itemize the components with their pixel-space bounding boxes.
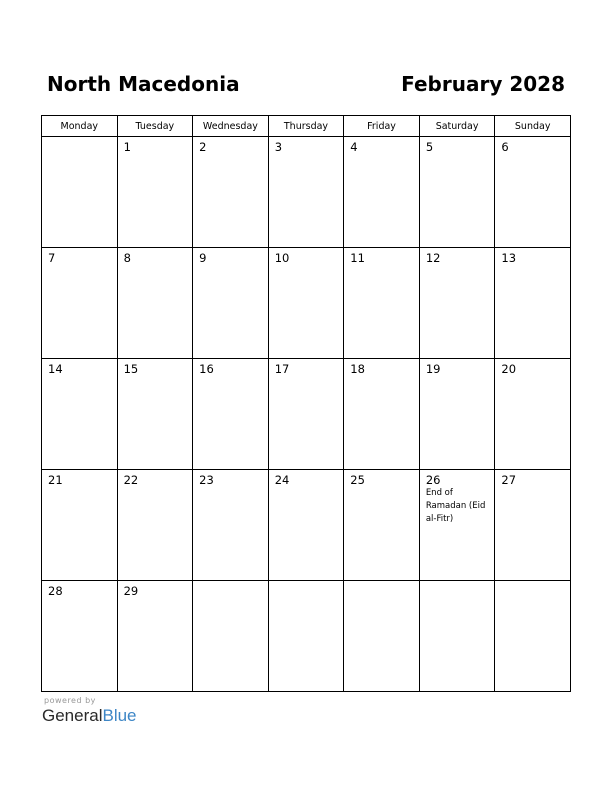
day-cell [495, 137, 571, 248]
day-number: 6 [501, 140, 509, 154]
day-cell [117, 581, 193, 692]
day-cell [495, 581, 571, 692]
weekday-header-row [42, 116, 571, 137]
weekday-header: Saturday [419, 116, 495, 137]
day-number: 8 [123, 251, 131, 265]
powered-by-text: powered by [44, 696, 96, 705]
week-row [42, 581, 571, 692]
day-cell [419, 137, 495, 248]
month-title: February 2028 [401, 72, 565, 96]
day-number: 4 [350, 140, 358, 154]
week-row [42, 359, 571, 470]
day-cell [42, 581, 118, 692]
day-number: 26 [425, 473, 441, 487]
day-cell [344, 248, 420, 359]
weekday-header: Thursday [268, 116, 344, 137]
brand-name-part2: Blue [102, 706, 137, 725]
day-cell [268, 359, 344, 470]
day-cell [344, 359, 420, 470]
day-cell [268, 581, 344, 692]
week-row [42, 137, 571, 248]
day-number: 29 [123, 584, 139, 598]
day-cell [117, 470, 193, 581]
day-number: 17 [274, 362, 290, 376]
brand-name-part1: General [42, 706, 103, 725]
day-cell [268, 248, 344, 359]
day-cell [419, 359, 495, 470]
day-cell [42, 470, 118, 581]
day-cell [193, 137, 269, 248]
day-cell [344, 470, 420, 581]
country-title: North Macedonia [47, 72, 240, 96]
week-row [42, 470, 571, 581]
day-cell [193, 581, 269, 692]
calendar-grid [41, 115, 571, 692]
weekday-header: Monday [42, 116, 118, 137]
day-number: 24 [274, 473, 290, 487]
day-number: 11 [350, 251, 365, 265]
day-cell [42, 359, 118, 470]
day-number: 27 [501, 473, 517, 487]
day-number: 20 [501, 362, 517, 376]
day-number: 25 [350, 473, 365, 487]
day-number: 22 [123, 473, 139, 487]
footer-branding[interactable] [42, 696, 137, 726]
day-cell [419, 581, 495, 692]
day-cell [268, 137, 344, 248]
weekday-header: Friday [344, 116, 420, 137]
day-cell [42, 137, 118, 248]
day-cell [117, 137, 193, 248]
day-cell [344, 581, 420, 692]
day-cell [495, 470, 571, 581]
day-cell [419, 470, 495, 581]
day-cell [193, 359, 269, 470]
day-number: 15 [123, 362, 139, 376]
weekday-header: Tuesday [117, 116, 193, 137]
day-number: 9 [199, 251, 207, 265]
week-row [42, 248, 571, 359]
day-number: 10 [274, 251, 290, 265]
day-cell [268, 470, 344, 581]
day-number: 5 [425, 140, 434, 154]
day-cell [117, 359, 193, 470]
day-number: 18 [350, 362, 365, 376]
day-cell [495, 359, 571, 470]
day-number: 1 [123, 140, 131, 154]
day-number [495, 581, 570, 585]
day-number: 12 [425, 251, 441, 265]
day-number: 21 [48, 473, 63, 487]
day-cell [193, 470, 269, 581]
day-number [193, 581, 268, 585]
brand-logo[interactable] [42, 706, 137, 726]
day-number [269, 581, 344, 585]
day-number [420, 581, 495, 585]
day-number [42, 137, 117, 141]
day-number: 28 [48, 584, 63, 598]
day-number: 14 [48, 362, 63, 376]
day-cell [495, 248, 571, 359]
day-number: 3 [274, 140, 283, 154]
day-number [344, 581, 419, 585]
day-number: 13 [501, 251, 517, 265]
day-cell [117, 248, 193, 359]
day-number: 7 [48, 251, 56, 265]
day-number: 23 [199, 473, 214, 487]
day-cell [193, 248, 269, 359]
holiday-event: End of Ramadan (Eid al-Fitr) [425, 488, 486, 524]
day-number: 19 [425, 362, 441, 376]
day-number: 2 [199, 140, 207, 154]
day-cell [344, 137, 420, 248]
weekday-header: Sunday [495, 116, 571, 137]
day-number: 16 [199, 362, 214, 376]
weekday-header: Wednesday [193, 116, 269, 137]
day-cell [42, 248, 118, 359]
day-cell [419, 248, 495, 359]
